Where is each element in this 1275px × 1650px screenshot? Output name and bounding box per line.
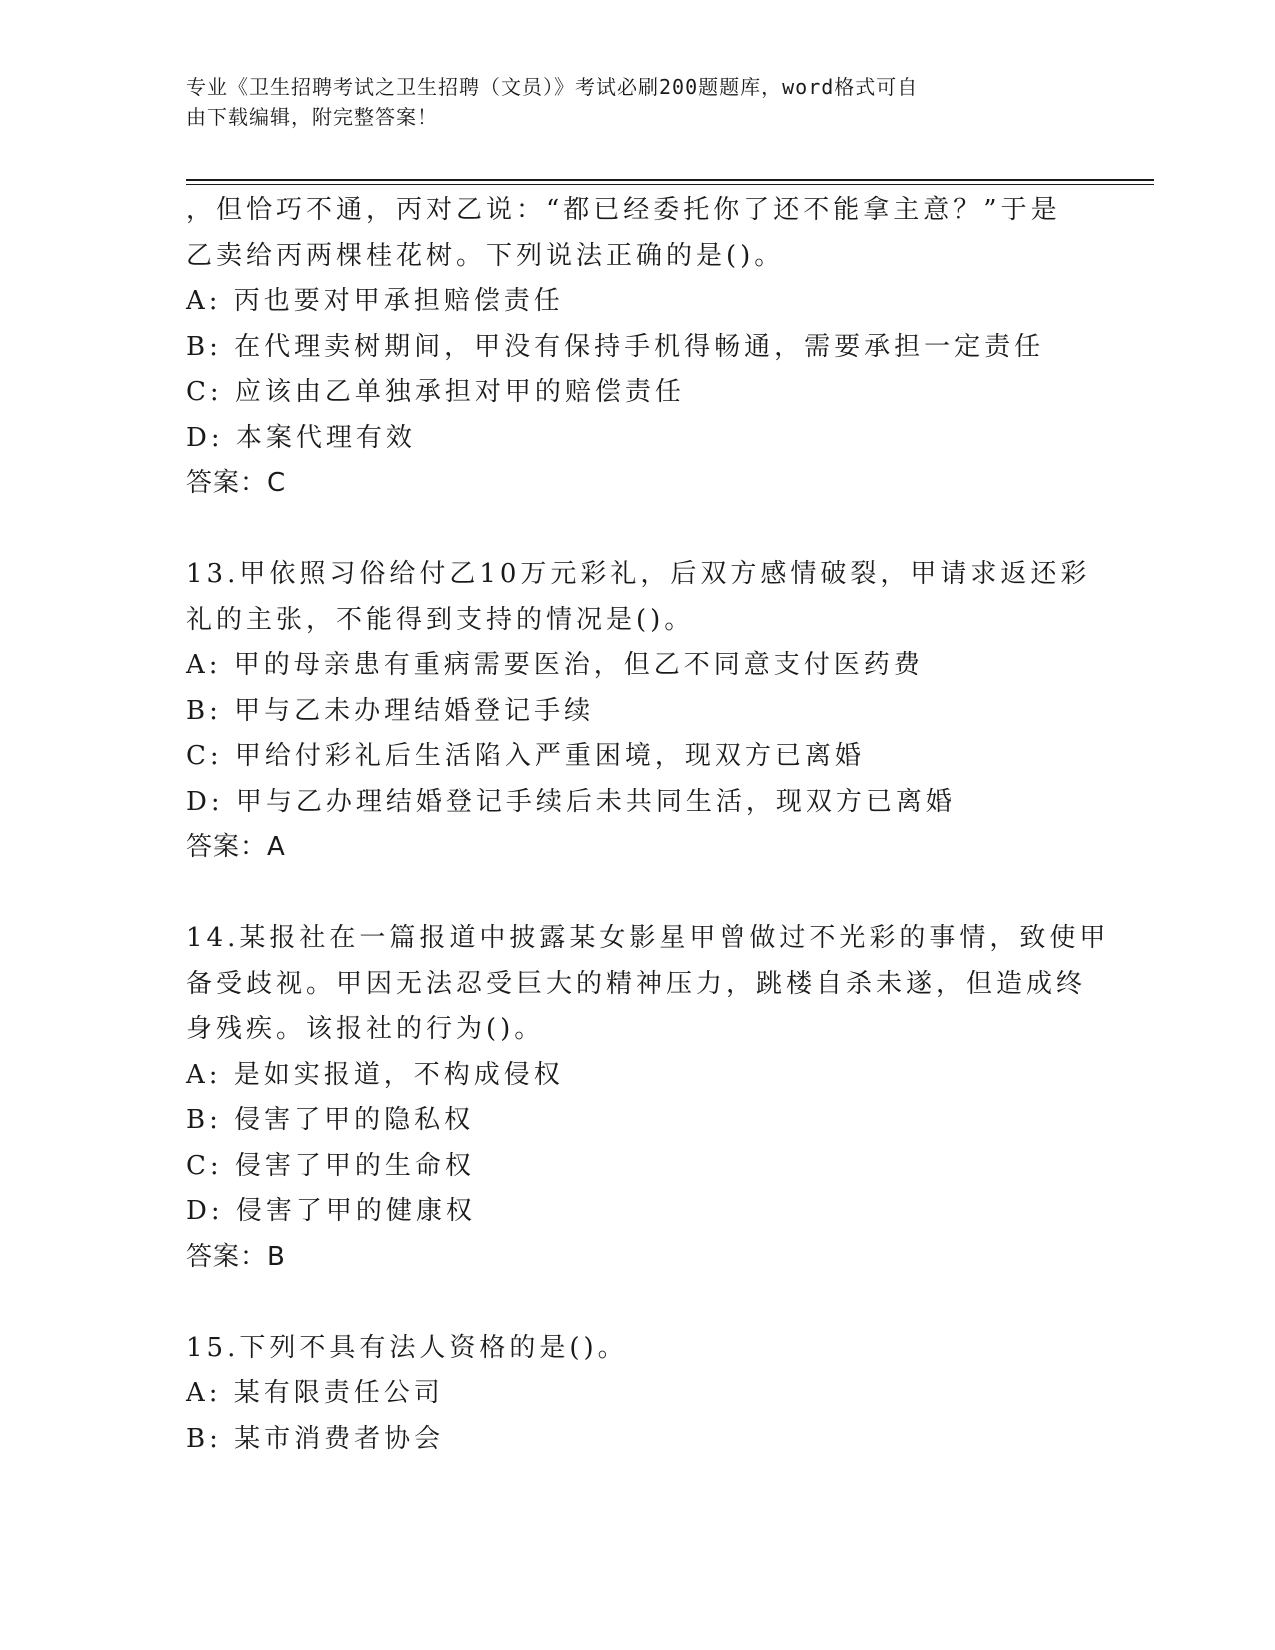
header-divider-thick xyxy=(186,179,1154,181)
question-12-option-a: A: 丙也要对甲承担赔偿责任 xyxy=(186,286,564,316)
question-14-answer: 答案：B xyxy=(186,1241,286,1272)
question-12-answer: 答案：C xyxy=(186,468,287,498)
question-12-option-d: D: 本案代理有效 xyxy=(186,422,416,453)
question-15 xyxy=(186,1326,1086,1463)
question-14-option-a: A: 是如实报道，不构成侵权 xyxy=(186,1059,564,1090)
question-13-option-b: B: 甲与乙未办理结婚登记手续 xyxy=(186,695,595,726)
header-line-2: 由下载编辑，附完整答案！ xyxy=(186,105,438,129)
question-13-option-d: D: 甲与乙办理结婚登记手续后未共同生活，现双方已离婚 xyxy=(186,786,956,817)
question-12 xyxy=(186,188,1086,507)
question-15-option-a: A: 某有限责任公司 xyxy=(186,1378,444,1408)
spacer xyxy=(186,1280,1086,1326)
question-14-text-line-3: 身残疾。该报社的行为()。 xyxy=(186,1014,545,1044)
spacer xyxy=(186,871,1086,917)
header-line-1: 专业《卫生招聘考试之卫生招聘（文员）》考试必刷200题题库，word格式可自 xyxy=(186,75,919,99)
question-12-option-b: B: 在代理卖树期间，甲没有保持手机得畅通，需要承担一定责任 xyxy=(186,331,1045,362)
question-13-answer: 答案：A xyxy=(186,832,286,862)
question-12-text-line-1: ，但恰巧不通，丙对乙说：“都已经委托你了还不能拿主意？”于是 xyxy=(186,195,1061,225)
question-14-option-d: D: 侵害了甲的健康权 xyxy=(186,1196,476,1226)
header-divider-thin xyxy=(186,184,1154,185)
question-13-text-line-2: 礼的主张，不能得到支持的情况是()。 xyxy=(186,604,695,635)
question-15-option-b: B: 某市消费者协会 xyxy=(186,1423,445,1454)
question-14 xyxy=(186,916,1110,1280)
question-12-text-line-2: 乙卖给丙两棵桂花树。下列说法正确的是()。 xyxy=(186,240,785,271)
question-14-option-b: B: 侵害了甲的隐私权 xyxy=(186,1105,475,1135)
question-13-option-a: A: 甲的母亲患有重病需要医治，但乙不同意支付医药费 xyxy=(186,650,924,680)
question-14-text-line-2: 备受歧视。甲因无法忍受巨大的精神压力，跳楼自杀未遂，但造成终 xyxy=(186,968,1087,999)
question-14-text-line-1: 14.某报社在一篇报道中披露某女影星甲曾做过不光彩的事情，致使甲 xyxy=(186,923,1110,953)
question-list xyxy=(186,188,1110,1462)
question-13-option-c: C: 甲给付彩礼后生活陷入严重困境，现双方已离婚 xyxy=(186,741,865,771)
question-14-option-c: C: 侵害了甲的生命权 xyxy=(186,1150,475,1181)
question-13-text-line-1: 13.甲依照习俗给付乙10万元彩礼，后双方感情破裂，甲请求返还彩 xyxy=(186,559,1091,589)
document-header xyxy=(186,72,1066,132)
spacer xyxy=(186,507,1086,553)
question-12-option-c: C: 应该由乙单独承担对甲的赔偿责任 xyxy=(186,377,685,407)
question-15-text-line-1: 15.下列不具有法人资格的是()。 xyxy=(186,1332,628,1363)
question-13 xyxy=(186,552,1091,871)
